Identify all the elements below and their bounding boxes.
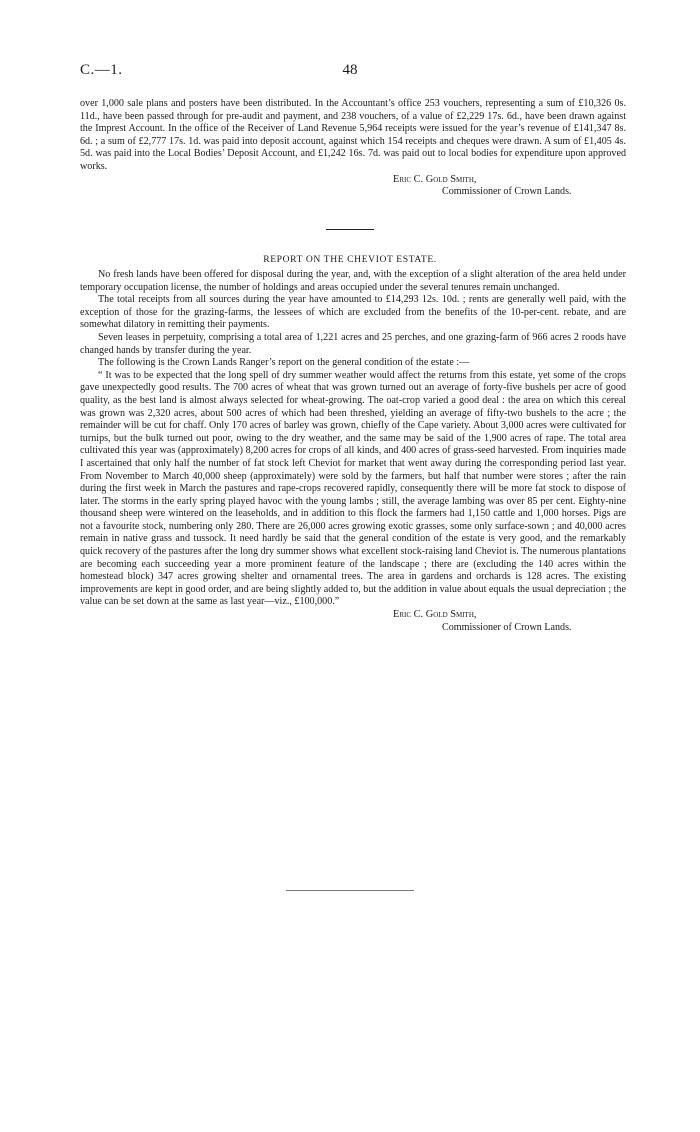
paragraph-leases: Seven leases in perpetuity, comprising a total area of 1,221 acres and 25 perches, and one grazing-farm of 966 acres 2 roods have changed hands by transfer during the year.	[80, 331, 626, 356]
section-divider	[326, 229, 374, 230]
end-divider	[286, 890, 414, 891]
cheviot-section	[80, 269, 626, 634]
section-title: REPORT ON THE CHEVIOT ESTATE.	[263, 254, 437, 265]
paragraph-ranger-report: “ It was to be expected that the long spell of dry summer weather would affect the returns from this estate, yet some of the crops gave unexpectedly good results. The 700 acres of wheat that was grown turned out an average of forty-five bushels per acre of good quality, as the best land is almost always selected for wheat-growing. The oat-crop varied a good deal : the area on which this cereal was grown was 2,320 acres, about 500 acres of which had been threshed, yielding an average of fifty-two bushels to the acre ; the remainder will be cut for chaff. Only 170 acres of barley was grown, chiefly of the Cape variety. About 3,000 acres were cultivated for turnips, but the bulk turned out poor, owing to the dry weather, and the same may be said of the 1,900 acres of rape. The total area cultivated this year was (approximately) 8,200 acres for crops of all kinds, and 400 acres of grass-seed harvested. From inquiries made I ascertained that only half the number of fat stock left Cheviot for market that went away during the corresponding period last year. From November to March 40,000 sheep (approximately) were sold by the farmers, but half that number were stores ; after the rain during the first week in March the pastures and rape-crops recovered rapidly, consequently there will be more fat stock to dispose of later. The storms in the early spring played havoc with the young lambs ; still, the average lambing was over 85 per cent. Eighty-nine thousand sheep were wintered on the leaseholds, and in addition to this flock the farmers had 1,150 cattle and 1,000 horses. Pigs are not a favourite stock, numbering only 280. There are 26,000 acres growing exotic grasses, some only surface-sown ; and 40,000 acres remain in native grass and tussock. It need hardly be said that the general condition of the estate is very good, and the remarkably quick recovery of the pastures after the long dry summer shows what excellent stock-raising land Cheviot is. The numerous plantations are becoming each succeeding year a more prominent feature of the landscape ; there are (excluding the 140 acres within the homestead block) 347 acres growing shelter and ornamental trees. The area in gardens and orchards is 128 acres. The existing improvements are kept in good order, and are being slightly added to, but the addition in value about equals the usual depreciation ; the value can be set down at the same as last year—viz., £100,000.”	[80, 369, 626, 608]
accountant-paragraph: over 1,000 sale plans and posters have been distributed. In the Accountant’s office 253 vouchers, representing a sum of £10,326 0s. 11d., have been passed through for pre-audit and payment, and 238 vouchers, of a value of £2,229 17s. 6d., have been drawn against the Imprest Account. In the office of the Receiver of Land Revenue 5,964 receipts were issued for the year’s revenue of £141,347 8s. 6d. ; a sum of £2,777 17s. 1d. was paid into deposit account, against which 154 receipts and cheques were drawn. A sum of £1,405 4s. 5d. was paid into the Local Bodies’ Deposit Account, and £1,242 16s. 7d. was paid out to local bodies for expenditure upon approved works.	[80, 98, 626, 172]
series-number: C.—1.	[80, 62, 123, 78]
page-number: 48	[342, 62, 358, 78]
paragraph-ranger-intro: The following is the Crown Lands Ranger’s report on the general condition of the estate :—	[98, 357, 470, 369]
signature-title: Commissioner of Crown Lands.	[442, 186, 572, 198]
signature-name: Eric C. Gold Smith,	[393, 173, 477, 185]
paragraph-receipts: The total receipts from all sources during the year have amounted to £14,293 12s. 10d. ; rents are generally well paid, with the exception of those for the grazing-farms, the lessees of which are excluded from the benefits of the 10-per-cent. rebate, and are somewhat dilatory in remitting their payments.	[80, 294, 626, 331]
accountant-section	[80, 98, 626, 199]
signature-name: Eric C. Gold Smith,	[393, 609, 477, 621]
paragraph-disposal: No fresh lands have been offered for disposal during the year, and, with the exception of a slight alteration of the area held under temporary occupation license, the number of holdings and areas occupied under the several tenures remain unchanged.	[80, 269, 626, 293]
signature-title: Commissioner of Crown Lands.	[442, 621, 572, 633]
